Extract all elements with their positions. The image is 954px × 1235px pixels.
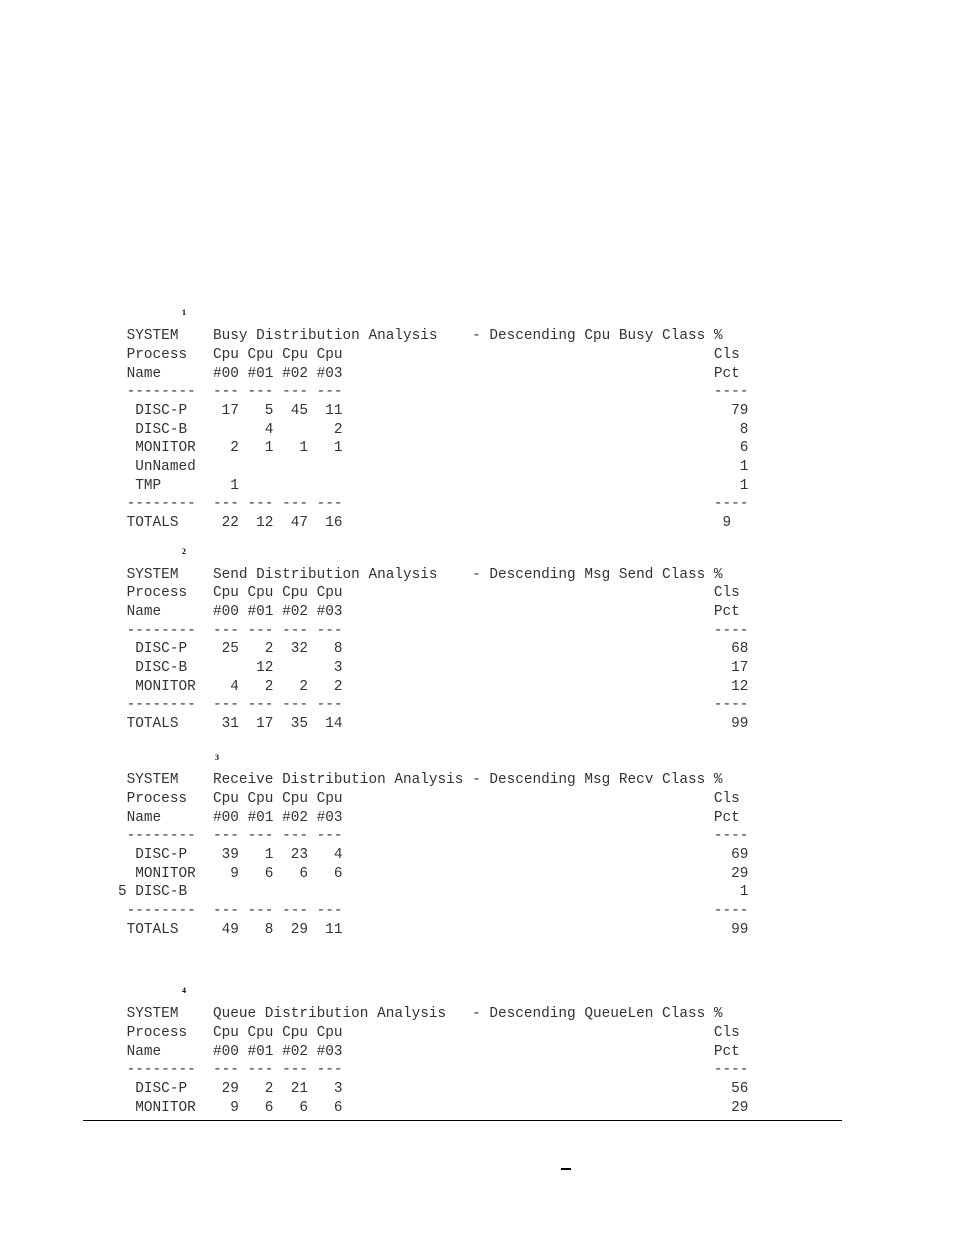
table-row: TMP 1 1 — [118, 478, 749, 494]
table-totals-row: TOTALS 31 17 35 14 99 — [118, 716, 749, 732]
table-header-line: Process Cpu Cpu Cpu Cpu Cls — [118, 1025, 740, 1041]
table-row: MONITOR 2 1 1 1 6 — [118, 440, 749, 456]
table-divider: -------- --- --- --- --- ---- — [118, 697, 749, 713]
section-marker-3: 3 — [215, 753, 219, 762]
table-row: MONITOR 9 6 6 6 29 — [118, 1100, 749, 1116]
section-marker-4: 4 — [182, 986, 186, 995]
page-footer-dash — [561, 1168, 571, 1170]
table-row: UnNamed 1 — [118, 459, 749, 475]
table-divider: -------- --- --- --- --- ---- — [118, 384, 749, 400]
page-bottom-rule — [83, 1120, 842, 1121]
table-divider: -------- --- --- --- --- ---- — [118, 828, 749, 844]
section-marker-2: 2 — [182, 547, 186, 556]
section-marker-1: 1 — [182, 308, 186, 317]
table-row: 5 DISC-B 1 — [118, 884, 749, 900]
table-title-line: SYSTEM Busy Distribution Analysis - Descending Cpu Busy Class % — [118, 328, 723, 344]
table-header-line: Name #00 #01 #02 #03 Pct — [118, 366, 740, 382]
table-row: DISC-P 17 5 45 11 79 — [118, 403, 749, 419]
table-row: DISC-P 39 1 23 4 69 — [118, 847, 749, 863]
table-divider: -------- --- --- --- --- ---- — [118, 1062, 749, 1078]
table-row: MONITOR 4 2 2 2 12 — [118, 679, 749, 695]
table-title-line: SYSTEM Send Distribution Analysis - Descending Msg Send Class % — [118, 567, 723, 583]
table-title-line: SYSTEM Receive Distribution Analysis - Descending Msg Recv Class % — [118, 772, 723, 788]
table-totals-row: TOTALS 22 12 47 16 9 — [118, 515, 732, 531]
table-row: DISC-B 12 3 17 — [118, 660, 749, 676]
table-row: MONITOR 9 6 6 6 29 — [118, 866, 749, 882]
table-row: DISC-P 29 2 21 3 56 — [118, 1081, 749, 1097]
table-totals-row: TOTALS 49 8 29 11 99 — [118, 922, 749, 938]
table-divider: -------- --- --- --- --- ---- — [118, 903, 749, 919]
table-header-line: Name #00 #01 #02 #03 Pct — [118, 1044, 740, 1060]
table-row: DISC-B 4 2 8 — [118, 422, 749, 438]
table-header-line: Process Cpu Cpu Cpu Cpu Cls — [118, 347, 740, 363]
table-header-line: Name #00 #01 #02 #03 Pct — [118, 604, 740, 620]
table-divider: -------- --- --- --- --- ---- — [118, 623, 749, 639]
table-row: DISC-P 25 2 32 8 68 — [118, 641, 749, 657]
table-header-line: Process Cpu Cpu Cpu Cpu Cls — [118, 791, 740, 807]
table-header-line: Process Cpu Cpu Cpu Cpu Cls — [118, 585, 740, 601]
table-title-line: SYSTEM Queue Distribution Analysis - Descending QueueLen Class % — [118, 1006, 723, 1022]
table-divider: -------- --- --- --- --- ---- — [118, 496, 749, 512]
table-header-line: Name #00 #01 #02 #03 Pct — [118, 810, 740, 826]
